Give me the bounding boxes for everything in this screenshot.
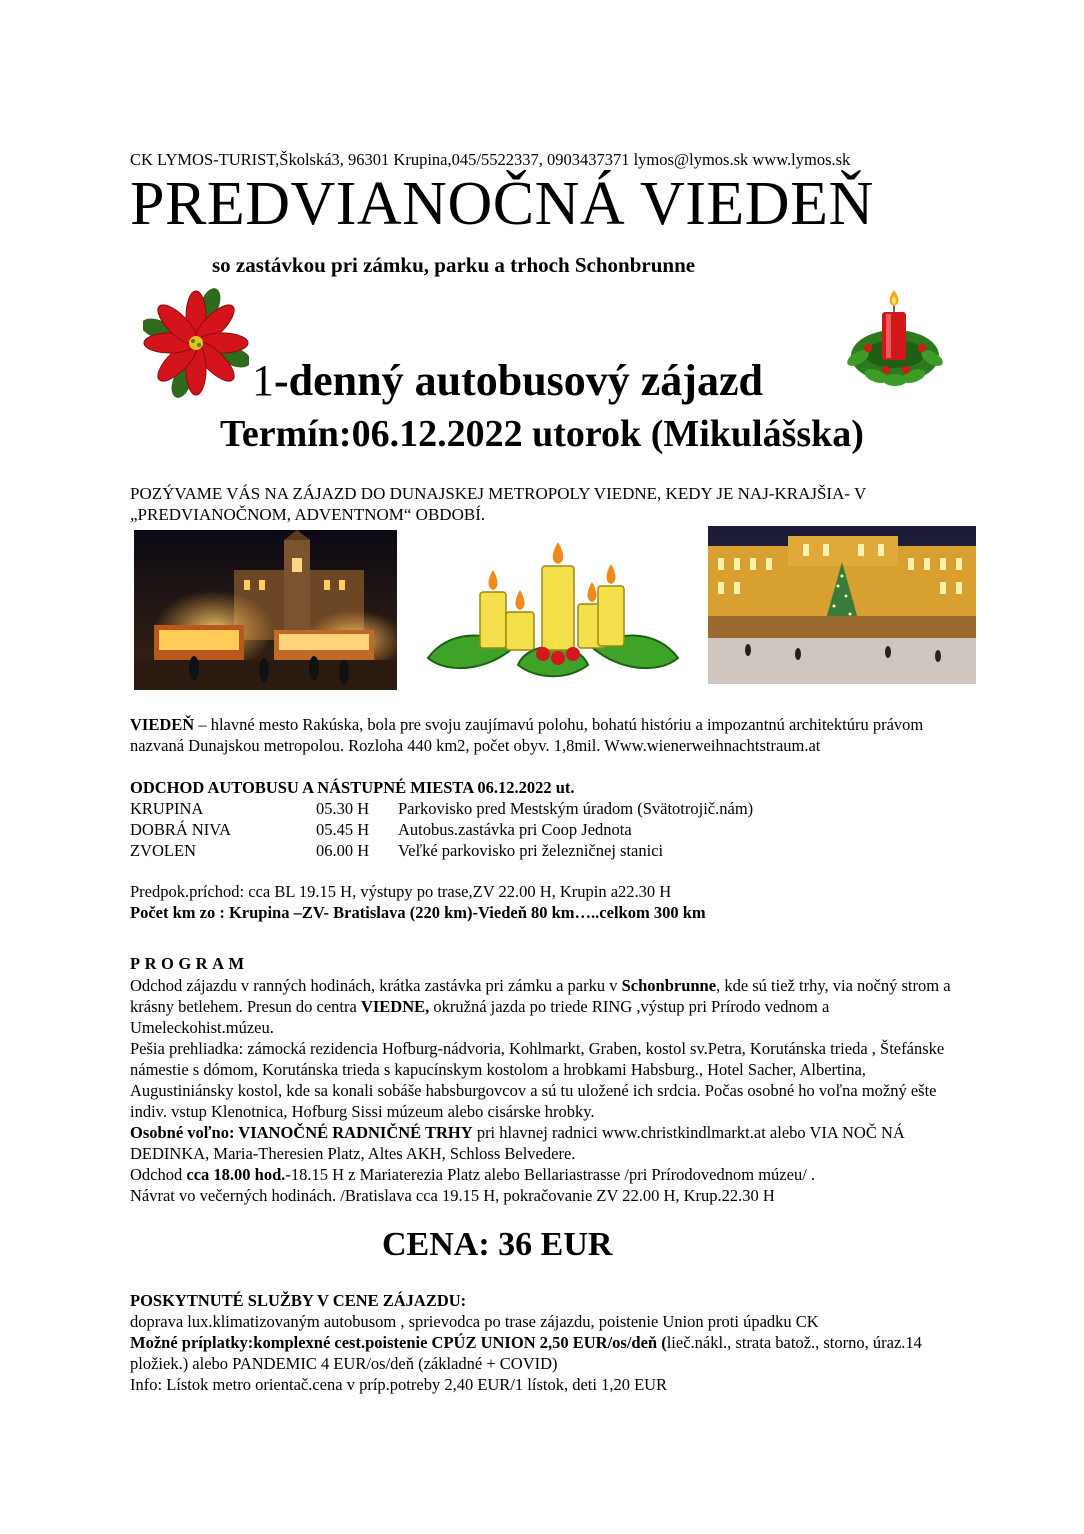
program-paragraph: Návrat vo večerných hodinách. /Bratislava cca 19.15 H, pokračovanie ZV 22.00 H, Krup.22.30 H — [130, 1186, 775, 1205]
poinsettia-image — [143, 288, 249, 398]
distance-info: Počet km zo : Krupina –ZV- Bratislava (220 km)-Viedeň 80 km…..celkom 300 km — [130, 903, 706, 922]
services-title-text: POSKYTNUTÉ SLUŽBY V CENE ZÁJAZDU: — [130, 1291, 467, 1310]
trip-type-number: 1 — [252, 356, 274, 405]
program-bold-span: VIEDNE, — [360, 997, 430, 1016]
services-section — [130, 1290, 960, 1395]
program-paragraph — [130, 1164, 960, 1185]
page-title: PREDVIANOČNÁ VIEDEŇ — [130, 170, 874, 238]
program-text-span: Odchod — [130, 1165, 187, 1184]
program-text-span: pri hlavnej radnici www.christkindlmarkt.at alebo VIA NOČ NÁ DEDINKA, Maria-Theresien Platz, Altes AKH, Schloss Belvedere. — [130, 1123, 905, 1163]
arrival-info: Predpok.príchod: cca BL 19.15 H, výstupy po trase,ZV 22.00 H, Krupin a22.30 H — [130, 882, 672, 901]
vienna-christmas-market-photo — [134, 530, 397, 690]
departure-time: 05.45 H — [316, 820, 370, 839]
program-text-span: , kde sú tiež trhy, via nočný strom a krásny betlehem. Presun do centra — [130, 976, 951, 1016]
services-line — [130, 1332, 960, 1374]
page-subtitle: so zastávkou pri zámku, parku a trhoch Schonbrunne — [212, 253, 696, 277]
schonbrunn-palace-photo — [708, 526, 976, 684]
program-paragraph — [130, 975, 960, 1038]
program-paragraph: Pešia prehliadka: zámocká rezidencia Hofburg-nádvoria, Kohlmarkt, Graben, kostol sv.Petra, Korutánska trieda , Štefánske námestie s dómom, Korutánska trieda s kapucínskym kostolom a hrobkami Habsburg., Hotel Sacher, Albertina, Augustiniánsky kostol, kde sa konali sobáše habsburgovcov a sú tu uložené ich srdcia. Počas osobné ho voľna možný ešte indiv. vstup Klenotnica, Hofburg Sissi múzeum alebo cisárske hrobky. — [130, 1039, 945, 1121]
program-text-span: okružná jazda po triede RING ,výstup pri Prírodo vednom a Umeleckohist.múzeu. — [130, 997, 830, 1037]
vienna-description — [130, 714, 970, 756]
invitation-text: POZÝVAME VÁS NA ZÁJAZD DO DUNAJSKEJ METROPOLY VIEDNE, KEDY JE NAJ-KRAJŠIA- V „PREDVIANOČNOM, ADVENTNOM“ OBDOBÍ. — [130, 484, 866, 524]
price-heading: CENA: 36 EUR — [382, 1226, 613, 1263]
departure-location: Autobus.zastávka pri Coop Jednota — [398, 820, 632, 839]
program-paragraph — [130, 1122, 960, 1164]
vienna-text: – hlavné mesto Rakúska, bola pre svoju zaujímavú polohu, bohatú históriu a impozantnú architektúru právom nazvaná Dunajskou metropolou. Rozloha 440 km2, počet obyv. 1,8mil. Www.wienerweihnachtstraum.at — [130, 715, 924, 755]
services-text-span: lieč.nákl., strata batož., storno, úraz.14 pložiek.) alebo PANDEMIC 4 EUR/os/deň (základné + COVID) — [130, 1333, 922, 1373]
trip-type-text: -denný autobusový zájazd — [274, 356, 763, 405]
vienna-name: VIEDEŇ — [130, 715, 195, 734]
departure-place: ZVOLEN — [130, 841, 196, 860]
advent-candles-illustration — [418, 530, 688, 680]
departure-title: ODCHOD AUTOBUSU A NÁSTUPNÉ MIESTA 06.12.2022 ut. — [130, 778, 575, 797]
program-text — [130, 975, 960, 1206]
services-line: Info: Lístok metro orientač.cena v príp.potreby 2,40 EUR/1 lístok, deti 1,20 EUR — [130, 1375, 668, 1394]
services-bold-span: Možné príplatky:komplexné cest.poistenie CPÚZ UNION 2,50 EUR/os/deň ( — [130, 1333, 667, 1352]
program-text-span: -18.15 H z Mariaterezia Platz alebo Bellariastrasse /pri Prírodovednom múzeu/ . — [285, 1165, 816, 1184]
departure-location: Veľké parkovisko pri železničnej stanici — [398, 841, 664, 860]
trip-type-heading — [252, 355, 763, 406]
program-title: PROGRAM — [130, 954, 249, 973]
services-title — [130, 1290, 960, 1311]
departure-place: KRUPINA — [130, 799, 204, 818]
trip-term: Termín:06.12.2022 utorok (Mikulášska) — [220, 413, 864, 455]
departure-time: 06.00 H — [316, 841, 370, 860]
departure-time: 05.30 H — [316, 799, 370, 818]
services-line: doprava lux.klimatizovaným autobusom , sprievodca po trase zájazdu, poistenie Union proti úpadku CK — [130, 1312, 819, 1331]
candle-wreath-image — [846, 286, 944, 396]
program-bold-span: cca 18.00 hod. — [186, 1165, 286, 1184]
program-bold-span: Schonbrunne — [621, 976, 717, 995]
agency-contact: CK LYMOS-TURIST,Školská3, 96301 Krupina,045/5522337, 0903437371 lymos@lymos.sk www.lymos.sk — [130, 150, 851, 169]
program-bold-span: Osobné voľno: VIANOČNÉ RADNIČNÉ TRHY — [130, 1123, 473, 1142]
departure-place: DOBRÁ NIVA — [130, 820, 231, 839]
departure-location: Parkovisko pred Mestským úradom (Svätotrojič.nám) — [398, 799, 754, 818]
program-text-span: Odchod zájazdu v ranných hodinách, krátka zastávka pri zámku a parku v — [130, 976, 622, 995]
